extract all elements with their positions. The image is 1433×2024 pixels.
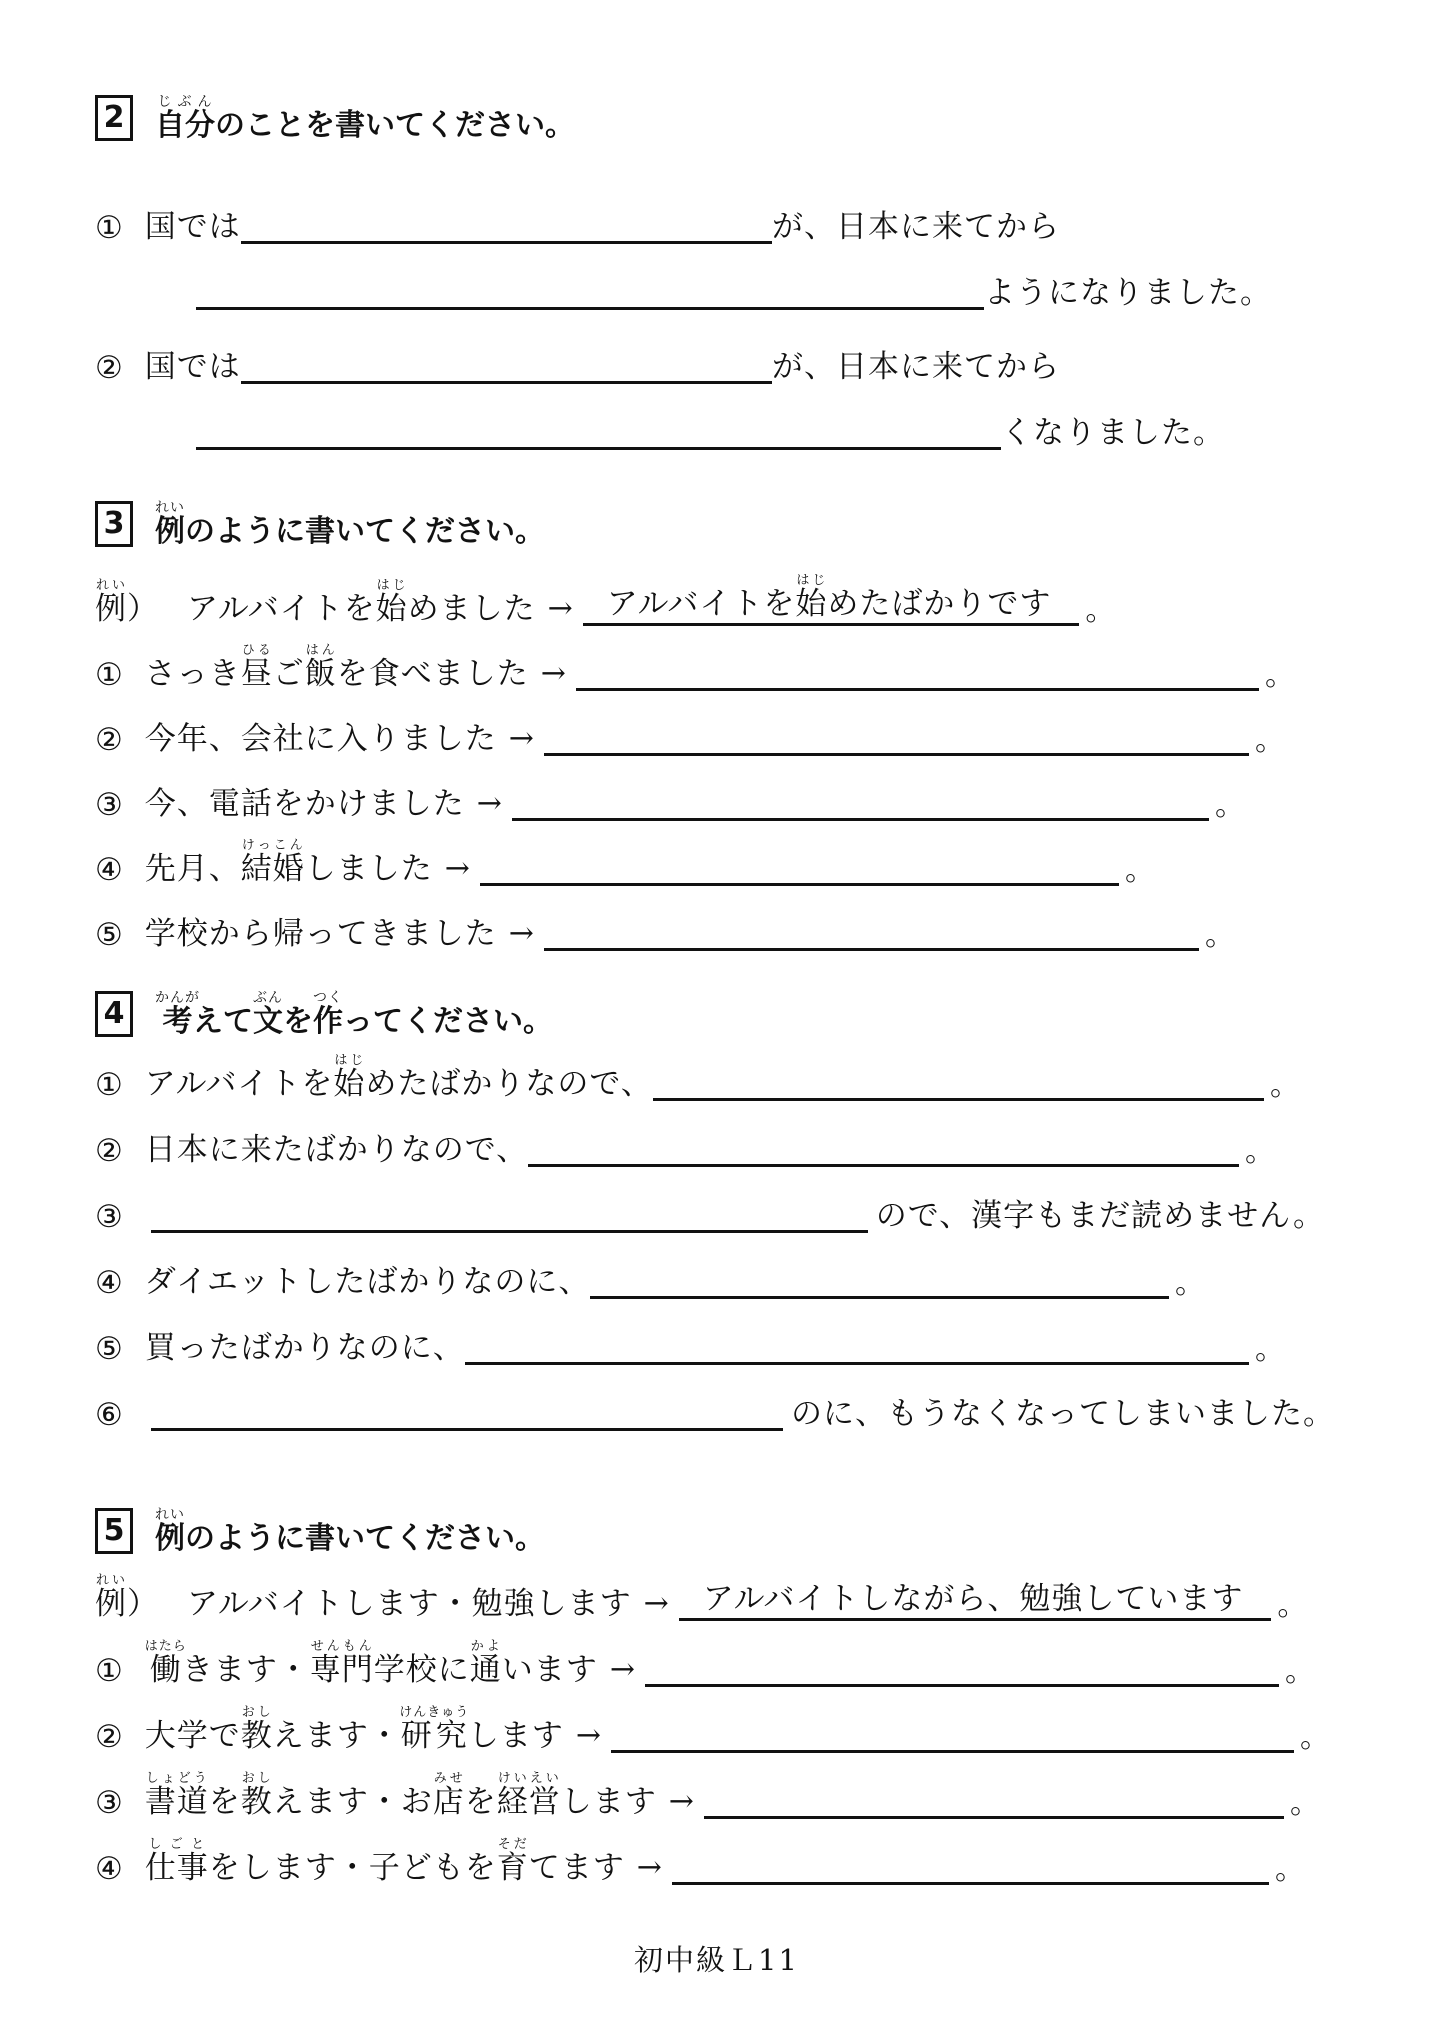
section-4-number-box [95, 991, 133, 1037]
section-2-number-box [95, 95, 133, 141]
section-3-number: 3 [103, 506, 125, 541]
answer-blank [196, 264, 984, 310]
item-text: 国では [144, 348, 241, 385]
section-4-number: 4 [103, 996, 125, 1031]
item-text: 仕事しごとをします・子どもを育そだてます [144, 1836, 625, 1886]
section-5 [95, 1505, 1345, 1885]
answer-blank [480, 840, 1119, 886]
period-mark: 。 [1300, 1720, 1330, 1755]
period-mark: 。 [1215, 788, 1245, 823]
item-text: 書道しょどうを教おしえます・お店みせを経営けいえいします [144, 1770, 657, 1820]
s5-item-3-row [95, 1770, 1320, 1821]
answer-blank [645, 1641, 1279, 1687]
section-2-title: 自分じぶんのことを書いてください。 [155, 94, 575, 143]
item-text: のに、もうなくなってしまいました。 [791, 1395, 1335, 1432]
item-number: ① [95, 210, 123, 246]
period-mark: 。 [1265, 658, 1295, 693]
item-text: 学校から帰ってきました [144, 915, 497, 952]
item-number: ⑤ [95, 917, 123, 953]
answer-blank [196, 404, 1001, 450]
s4-item-3-row [95, 1187, 1325, 1233]
s3-item-2-row [95, 710, 1285, 756]
period-mark: 。 [1270, 1068, 1300, 1103]
item-number: ① [95, 657, 123, 693]
item-number: ③ [95, 1785, 123, 1821]
arrow-icon: → [508, 916, 534, 951]
answer-blank [512, 775, 1209, 821]
item-number: ② [95, 1719, 123, 1755]
answer-blank [590, 1253, 1169, 1299]
s4-item-2-row [95, 1121, 1275, 1167]
period-mark: 。 [1285, 1654, 1315, 1689]
answer-blank [465, 1319, 1249, 1365]
s4-item-1-row [95, 1052, 1300, 1103]
item-text: 働はたらきます・専門せんもん学校に通かよいます [144, 1638, 598, 1688]
example-text: アルバイトを始はじめました [187, 577, 536, 627]
item-text: ダイエットしたばかりなのに、 [144, 1263, 591, 1300]
arrow-icon: → [540, 656, 566, 691]
arrow-icon: → [575, 1718, 601, 1753]
answer-blank [576, 645, 1259, 691]
s2-item-2-line-2 [95, 404, 1225, 450]
answer-blank [151, 1385, 783, 1431]
item-number: ② [95, 350, 123, 386]
item-text: が、日本に来てから [772, 348, 1060, 385]
s2-item-2-line-1 [95, 338, 1060, 384]
period-mark: 。 [1175, 1266, 1205, 1301]
item-number: ④ [95, 1265, 123, 1301]
arrow-icon: → [508, 721, 534, 756]
s3-item-1-row [95, 642, 1295, 693]
section-5-number: 5 [103, 1513, 125, 1548]
period-mark: 。 [1085, 593, 1116, 628]
arrow-icon: → [636, 1850, 662, 1885]
section-4-title: 考かんがえて文ぶんを作つくってください。 [155, 990, 553, 1039]
item-text: 日本に来たばかりなので、 [144, 1131, 529, 1168]
item-number: ② [95, 722, 123, 758]
item-text: 国では [144, 208, 241, 245]
s5-item-4-row [95, 1836, 1305, 1887]
item-text: 今、電話をかけました [144, 785, 465, 822]
section-3-header [95, 498, 1345, 550]
period-mark: 。 [1125, 853, 1155, 888]
example-text: アルバイトします・勉強します [187, 1585, 632, 1622]
section-4 [95, 988, 1345, 1431]
section-5-header [95, 1505, 1345, 1557]
example-answer: アルバイトしながら、勉強しています [679, 1583, 1272, 1621]
arrow-icon: → [643, 1586, 669, 1621]
item-text: 今年、会社に入りました [144, 720, 497, 757]
item-number: ⑤ [95, 1331, 123, 1367]
period-mark: 。 [1205, 918, 1235, 953]
arrow-icon: → [609, 1652, 635, 1687]
section-3 [95, 498, 1345, 951]
section-3-number-box [95, 501, 133, 547]
section-2 [95, 92, 1345, 450]
s2-item-1-line-1 [95, 198, 1060, 244]
answer-blank [704, 1773, 1284, 1819]
item-text: 先月、結婚けっこんしました [144, 837, 433, 887]
section-5-number-box [95, 1508, 133, 1554]
s3-item-3-row [95, 775, 1245, 821]
s4-item-4-row [95, 1253, 1205, 1299]
answer-blank [653, 1055, 1264, 1101]
item-text: 大学で教おしえます・研究けんきゅうします [144, 1704, 564, 1754]
period-mark: 。 [1255, 1332, 1285, 1367]
period-mark: 。 [1275, 1852, 1305, 1887]
answer-blank [544, 710, 1249, 756]
s3-item-4-row [95, 837, 1155, 888]
section-5-title: 例れいのように書いてください。 [155, 1507, 545, 1556]
example-label: 例れい） [95, 1572, 159, 1622]
arrow-icon: → [444, 851, 470, 886]
s4-item-5-row [95, 1319, 1285, 1365]
item-number: ⑥ [95, 1397, 123, 1433]
footer-label: 初中級Ｌ11 [634, 1943, 799, 1977]
answer-blank [528, 1121, 1239, 1167]
item-number: ④ [95, 852, 123, 888]
section-4-header [95, 988, 1345, 1040]
item-number: ④ [95, 1851, 123, 1887]
item-number: ① [95, 1653, 123, 1689]
section-3-title: 例れいのように書いてください。 [155, 500, 545, 549]
example-label: 例れい） [95, 577, 159, 627]
period-mark: 。 [1277, 1588, 1308, 1623]
item-number: ① [95, 1067, 123, 1103]
answer-blank [151, 1187, 868, 1233]
example-answer: アルバイトを始はじめたばかりです [583, 573, 1080, 626]
item-text: くなりました。 [1001, 414, 1225, 451]
section-2-header [95, 92, 1345, 144]
item-text: 買ったばかりなのに、 [144, 1329, 465, 1366]
answer-blank [241, 338, 772, 384]
s5-item-2-row [95, 1704, 1330, 1755]
s2-item-1-line-2 [95, 264, 1272, 310]
answer-blank [672, 1839, 1269, 1885]
item-text: アルバイトを始はじめたばかりなので、 [144, 1052, 653, 1102]
s5-example-row [95, 1572, 1345, 1623]
section-2-number: 2 [103, 100, 125, 135]
period-mark: 。 [1255, 723, 1285, 758]
item-number: ② [95, 1133, 123, 1169]
period-mark: 。 [1245, 1134, 1275, 1169]
s3-example-row [95, 572, 1345, 628]
arrow-icon: → [668, 1784, 694, 1819]
item-text: ようになりました。 [984, 274, 1272, 311]
s4-item-6-row [95, 1385, 1335, 1431]
answer-blank [611, 1707, 1294, 1753]
arrow-icon: → [476, 786, 502, 821]
s3-item-5-row [95, 905, 1235, 951]
period-mark: 。 [1290, 1786, 1320, 1821]
item-text: が、日本に来てから [772, 208, 1060, 245]
item-text: ので、漢字もまだ読めません。 [875, 1197, 1325, 1234]
answer-blank [241, 198, 772, 244]
arrow-icon: → [547, 591, 573, 626]
answer-blank [544, 905, 1199, 951]
s5-item-1-row [95, 1638, 1315, 1689]
item-number: ③ [95, 1199, 123, 1235]
item-number: ③ [95, 787, 123, 823]
item-text: さっき昼ひるご飯はんを食べました [144, 642, 529, 692]
